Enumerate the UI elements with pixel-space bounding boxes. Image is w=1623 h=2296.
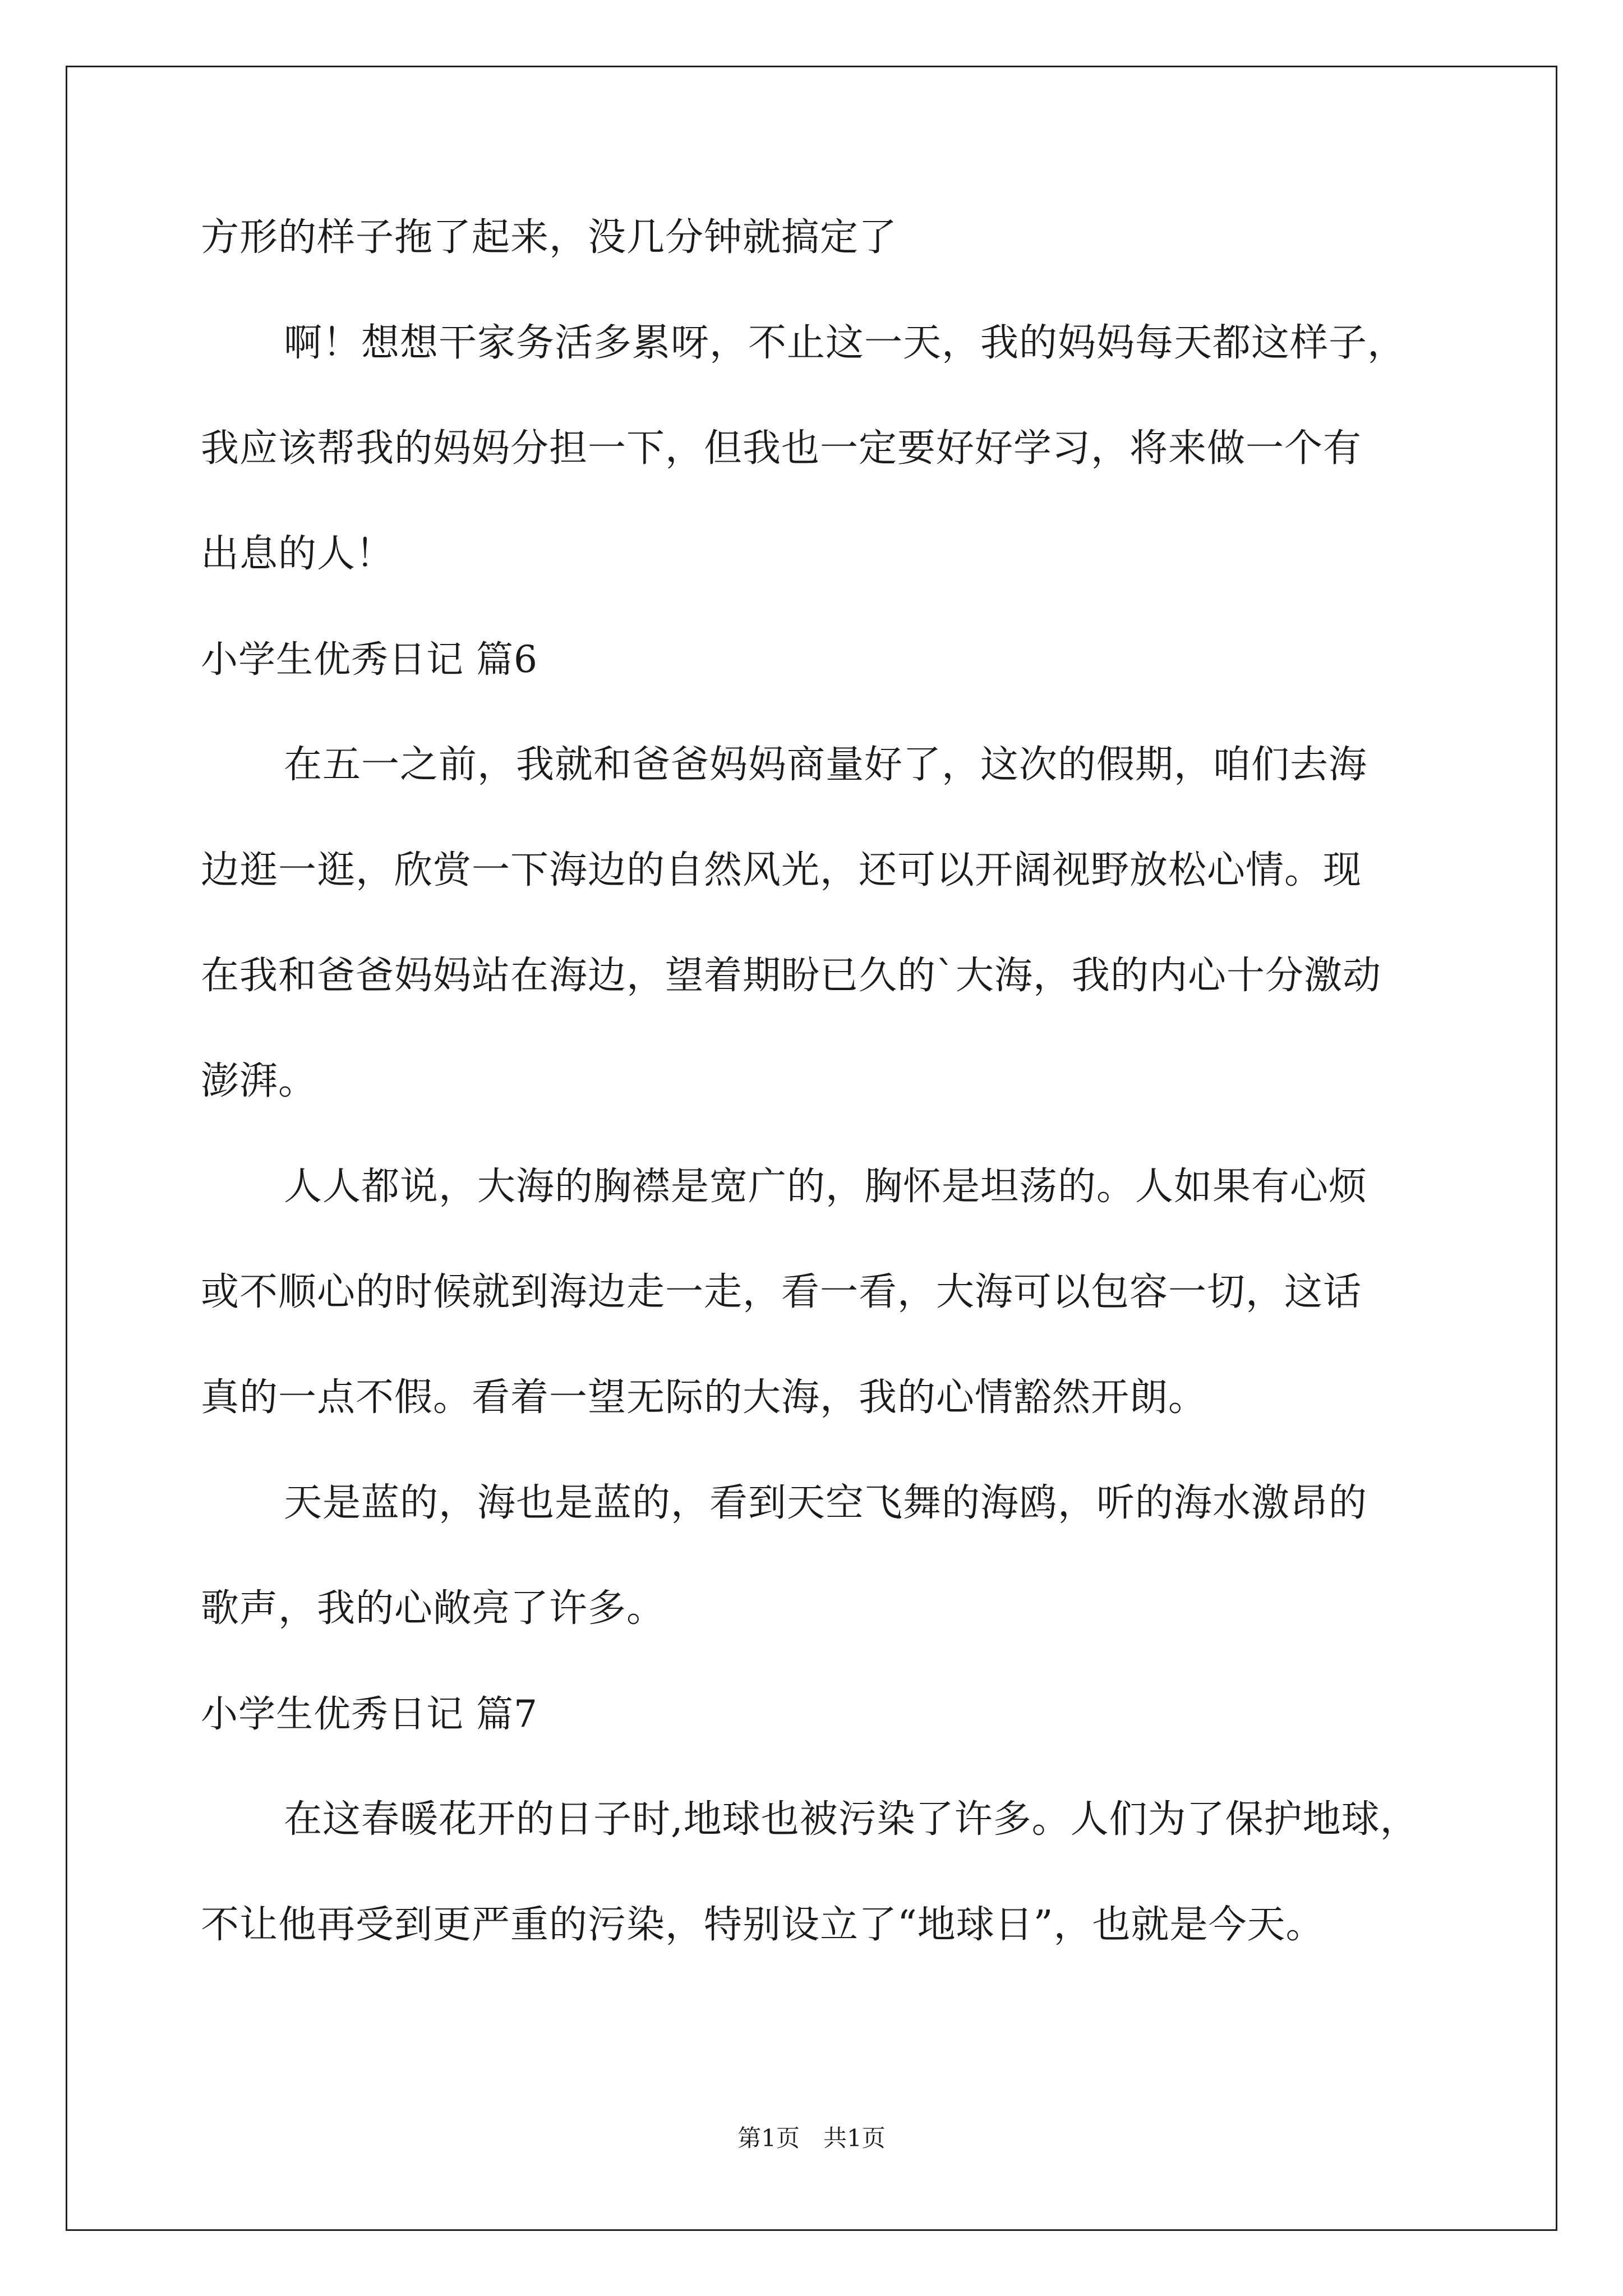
section-heading: 小学生优秀日记 篇7 <box>201 1692 538 1736</box>
text-line: 我应该帮我的妈妈分担一下，但我也一定要好好学习，将来做一个有 <box>201 426 1362 471</box>
text-line: 不让他再受到更严重的污染，特别设立了“地球日”，也就是今天。 <box>201 1903 1325 1947</box>
text-line: 澎湃。 <box>201 1059 317 1103</box>
text-line: 边逛一逛，欣赏一下海边的自然风光，还可以开阔视野放松心情。现 <box>201 848 1362 892</box>
paragraph-start-line: 人人都说，大海的胸襟是宽广的，胸怀是坦荡的。人如果有心烦 <box>284 1165 1368 1209</box>
paragraph-start-line: 在五一之前，我就和爸爸妈妈商量好了，这次的假期，咱们去海 <box>284 743 1368 787</box>
text-line: 方形的样子拖了起来，没几分钟就搞定了 <box>201 215 898 260</box>
text-line: 出息的人！ <box>201 532 395 576</box>
paragraph-start-line: 在这春暖花开的日子时,地球也被污染了许多。人们为了保护地球， <box>284 1797 1419 1842</box>
document-body <box>201 211 1435 1952</box>
text-line: 歌声，我的心敞亮了许多。 <box>201 1586 666 1631</box>
text-line: 在我和爸爸妈妈站在海边，望着期盼已久的`大海，我的内心十分激动 <box>201 954 1382 998</box>
paragraph-start-line: 天是蓝的，海也是蓝的，看到天空飞舞的海鸥，听的海水激昂的 <box>284 1481 1368 1525</box>
text-line: 或不顺心的时候就到海边走一走，看一看，大海可以包容一切，这话 <box>201 1270 1362 1314</box>
paragraph-start-line: 啊！想想干家务活多累呀，不止这一天，我的妈妈每天都这样子， <box>284 321 1407 365</box>
section-heading: 小学生优秀日记 篇6 <box>201 638 538 681</box>
page-footer: 第1页 共1页 <box>737 2124 886 2152</box>
text-line: 真的一点不假。看着一望无际的大海，我的心情豁然开朗。 <box>201 1375 1207 1420</box>
